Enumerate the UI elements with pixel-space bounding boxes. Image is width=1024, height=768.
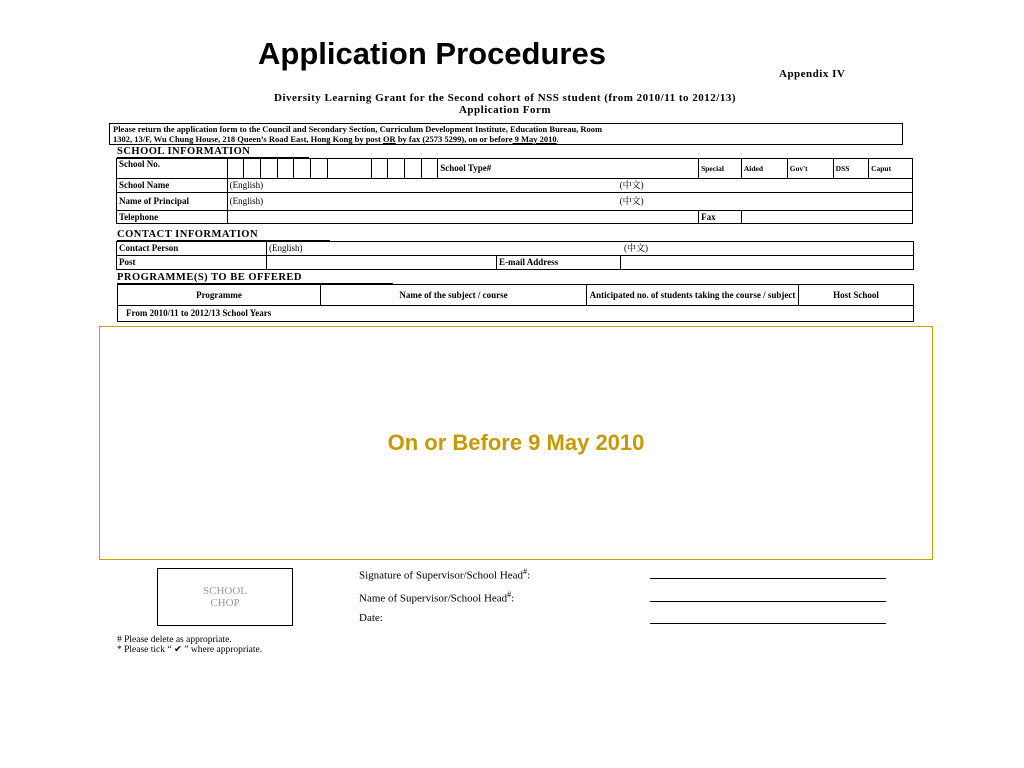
email-label: E-mail Address <box>497 256 621 270</box>
school-no-box[interactable] <box>404 159 421 179</box>
school-type-caput[interactable]: Caput <box>869 159 913 179</box>
school-type-govt[interactable]: Gov't <box>787 159 833 179</box>
footnote-delete: # Please delete as appropriate. <box>117 635 232 645</box>
principal-label: Name of Principal <box>117 193 228 211</box>
col-host: Host School <box>799 285 914 306</box>
school-no-box[interactable] <box>421 159 438 179</box>
post-field[interactable] <box>267 256 497 270</box>
notice-line-1: Please return the application form to the Council and Secondary Section, Curriculum Development Institute, Education Bureau, Room <box>113 124 603 134</box>
school-no-box[interactable] <box>327 159 371 179</box>
school-type-special[interactable]: Special <box>699 159 742 179</box>
school-info-table <box>116 158 913 224</box>
contact-info-heading: CONTACT INFORMATION <box>117 229 330 241</box>
school-type-label: School Type# <box>438 159 699 179</box>
form-title: Diversity Learning Grant for the Second cohort of NSS student (from 2010/11 to 2012/13) <box>274 92 736 104</box>
telephone-field[interactable] <box>227 211 699 224</box>
col-subject: Name of the subject / course <box>321 285 587 306</box>
school-no-label: School No. <box>117 159 228 179</box>
fax-label: Fax <box>699 211 742 224</box>
deadline-callout <box>99 326 933 560</box>
return-instructions <box>109 123 903 145</box>
school-type-aided[interactable]: Aided <box>741 159 787 179</box>
appendix-label: Appendix IV <box>779 68 846 80</box>
school-no-box[interactable] <box>294 159 311 179</box>
slide-title: Application Procedures <box>258 36 606 71</box>
school-name-label: School Name <box>117 179 228 193</box>
years-row: From 2010/11 to 2012/13 School Years <box>118 306 914 322</box>
date-label: Date: <box>359 612 383 624</box>
name-label: Name of Supervisor/School Head#: <box>359 590 515 605</box>
school-type-dss[interactable]: DSS <box>833 159 868 179</box>
contact-person-field[interactable]: (English) (中文) <box>267 242 914 256</box>
footnote-tick: * Please tick “ ✔ ” where appropriate. <box>117 645 263 655</box>
contact-info-table <box>116 241 914 270</box>
programme-heading: PROGRAMME(S) TO BE OFFERED <box>117 272 393 284</box>
form-subtitle: Application Form <box>458 104 552 116</box>
telephone-label: Telephone <box>117 211 228 224</box>
school-chop-box <box>157 568 293 626</box>
principal-field[interactable]: (English) (中文) <box>227 193 912 211</box>
school-no-box[interactable] <box>227 159 244 179</box>
school-chop-label: SCHOOL CHOP <box>202 585 247 609</box>
notice-line-2: 1302, 13/F, Wu Chung House, 218 Queen’s Road East, Hong Kong by post OR by fax (2573 5299), on or before 9 May 2010. <box>113 134 559 144</box>
col-programme: Programme <box>118 285 321 306</box>
fax-field[interactable] <box>741 211 912 224</box>
school-info-heading: SCHOOL INFORMATION <box>117 146 309 158</box>
school-no-box[interactable] <box>277 159 294 179</box>
post-label: Post <box>117 256 267 270</box>
date-line[interactable] <box>650 623 886 624</box>
school-no-box[interactable] <box>244 159 261 179</box>
deadline-text: On or Before 9 May 2010 <box>387 430 645 455</box>
school-name-field[interactable]: (English) (中文) <box>227 179 912 193</box>
name-line[interactable] <box>650 601 886 602</box>
programme-table <box>117 284 914 322</box>
email-field[interactable] <box>621 256 914 270</box>
signature-label: Signature of Supervisor/School Head#: <box>359 567 531 582</box>
school-no-box[interactable] <box>311 159 328 179</box>
signature-line[interactable] <box>650 578 886 579</box>
school-no-box[interactable] <box>371 159 388 179</box>
col-students: Anticipated no. of students taking the course / subject <box>587 285 799 306</box>
school-no-box[interactable] <box>260 159 277 179</box>
school-no-box[interactable] <box>388 159 405 179</box>
contact-person-label: Contact Person <box>117 242 267 256</box>
